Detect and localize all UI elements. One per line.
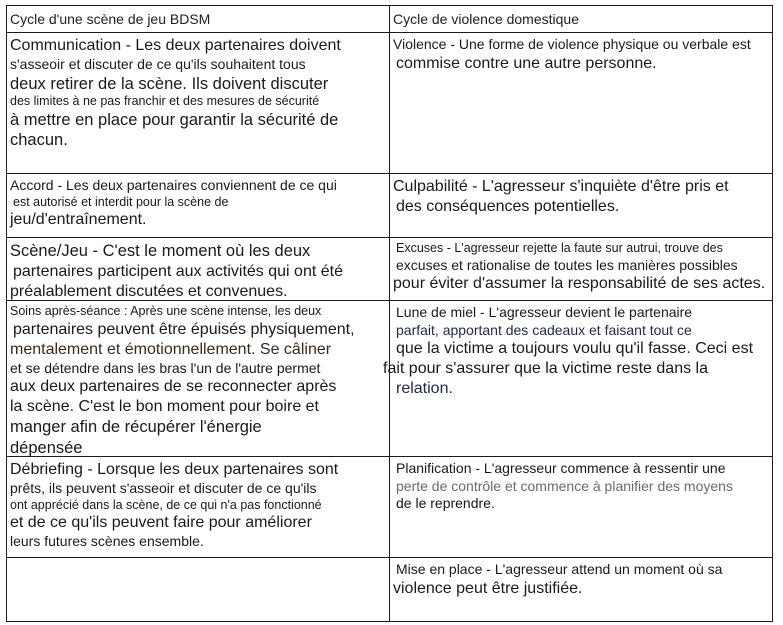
cell-line: prêts, ils peuvent s'asseoir et discuter de ce qu'ils	[10, 480, 317, 496]
table-row	[7, 301, 772, 457]
table-row	[7, 558, 772, 621]
cell-line: Culpabilité - L'agresseur s'inquiète d'être pris et	[393, 178, 729, 195]
header-bdsm-cycle	[7, 6, 390, 32]
cell-line: s'asseoir et discuter de ce qu'ils souhaitent tous	[10, 56, 306, 72]
cell-line: aux deux partenaires de se reconnecter après	[10, 378, 337, 396]
cell-line: Violence - Une forme de violence physique ou verbale est	[393, 36, 751, 52]
cell-line: ont apprécié dans la scène, de ce qui n'a pas fonctionné	[10, 497, 322, 512]
cell-line: violence peut être justifiée.	[393, 579, 583, 597]
cell-debriefing	[7, 457, 390, 557]
comparison-table	[6, 5, 773, 622]
header-domestic-violence-cycle	[390, 6, 772, 32]
cell-line: dépensée	[10, 438, 83, 457]
cell-line: jeu/d'entraînement.	[10, 211, 147, 229]
cell-violence	[390, 33, 772, 173]
table-row	[7, 457, 772, 558]
cell-line: Planification - L'agresseur commence à ressentir une	[396, 460, 726, 476]
cell-line: chacun.	[10, 131, 68, 150]
cell-line: et de ce qu'ils peuvent faire pour améliorer	[10, 514, 312, 532]
cell-line: Accord - Les deux partenaires conviennent de ce qui	[10, 177, 337, 193]
cell-line: commise contre une autre personne.	[396, 54, 657, 72]
cell-line: est autorisé et interdit pour la scène de	[13, 194, 229, 209]
cell-line: la scène. C'est le bon moment pour boire et	[10, 398, 319, 416]
table-row	[7, 33, 772, 174]
cell-line: Excuses - L'agresseur rejette la faute sur autrui, trouve des	[396, 241, 723, 255]
cell-line: préalablement discutées et convenues.	[10, 282, 288, 300]
cell-lune-de-miel	[383, 301, 772, 456]
cell-accord	[7, 174, 390, 237]
cell-line: Communication - Les deux partenaires doivent	[10, 37, 341, 54]
cell-line: de le reprendre.	[396, 495, 495, 511]
cell-line: pour éviter d'assumer la responsabilité de ses actes.	[393, 275, 766, 293]
cell-mise-en-place	[390, 558, 772, 621]
cell-empty	[7, 558, 390, 621]
cell-soins-apres-seance	[7, 301, 390, 456]
cell-scene-jeu	[7, 238, 390, 300]
cell-planification	[390, 457, 772, 557]
cell-culpabilite	[390, 174, 772, 237]
cell-line: des limites à ne pas franchir et des mesures de sécurité	[10, 94, 320, 109]
cell-line: mentalement et émotionnellement. Se câliner	[10, 340, 332, 358]
cell-line: partenaires peuvent être épuisés physiquement,	[13, 320, 355, 338]
table-header-row	[7, 6, 772, 33]
cell-line: parfait, apportant des cadeaux et faisant tout ce	[396, 321, 692, 338]
cell-line: Débriefing - Lorsque les deux partenaires sont	[10, 461, 339, 478]
cell-line: et se détendre dans les bras l'un de l'autre permet	[10, 359, 321, 376]
table-row	[7, 238, 772, 301]
table-row	[7, 174, 772, 238]
cell-line: que la victime a toujours voulu qu'il fasse. Ceci est	[396, 340, 754, 357]
cell-line: Lune de miel - L'agresseur devient le partenaire	[396, 304, 693, 320]
cell-line: partenaires participent aux activités qui ont été	[13, 262, 343, 280]
cell-line: relation.	[396, 380, 453, 397]
cell-line: à mettre en place pour garantir la sécurité de	[10, 110, 339, 129]
cell-line: perte de contrôle et commence à planifier des moyens	[396, 477, 733, 494]
cell-line: leurs futures scènes ensemble.	[10, 533, 204, 550]
cell-line: Soins après-séance : Après une scène intense, les deux	[10, 304, 322, 318]
header-text: Cycle d'une scène de jeu BDSM	[10, 11, 211, 27]
header-text: Cycle de violence domestique	[393, 11, 579, 27]
cell-line: excuses et rationalise de toutes les manières possibles	[396, 256, 738, 273]
cell-excuses	[390, 238, 772, 300]
cell-line: Mise en place - L'agresseur attend un moment où sa	[396, 561, 723, 577]
cell-line: fait pour s'assurer que la victime reste dans la	[383, 360, 708, 377]
cell-communication	[7, 33, 390, 173]
cell-line: manger afin de récupérer l'énergie	[10, 418, 262, 437]
cell-line: des conséquences potentielles.	[396, 198, 620, 215]
cell-line: Scène/Jeu - C'est le moment où les deux	[10, 242, 311, 260]
cell-line: deux retirer de la scène. Ils doivent discuter	[10, 74, 329, 93]
